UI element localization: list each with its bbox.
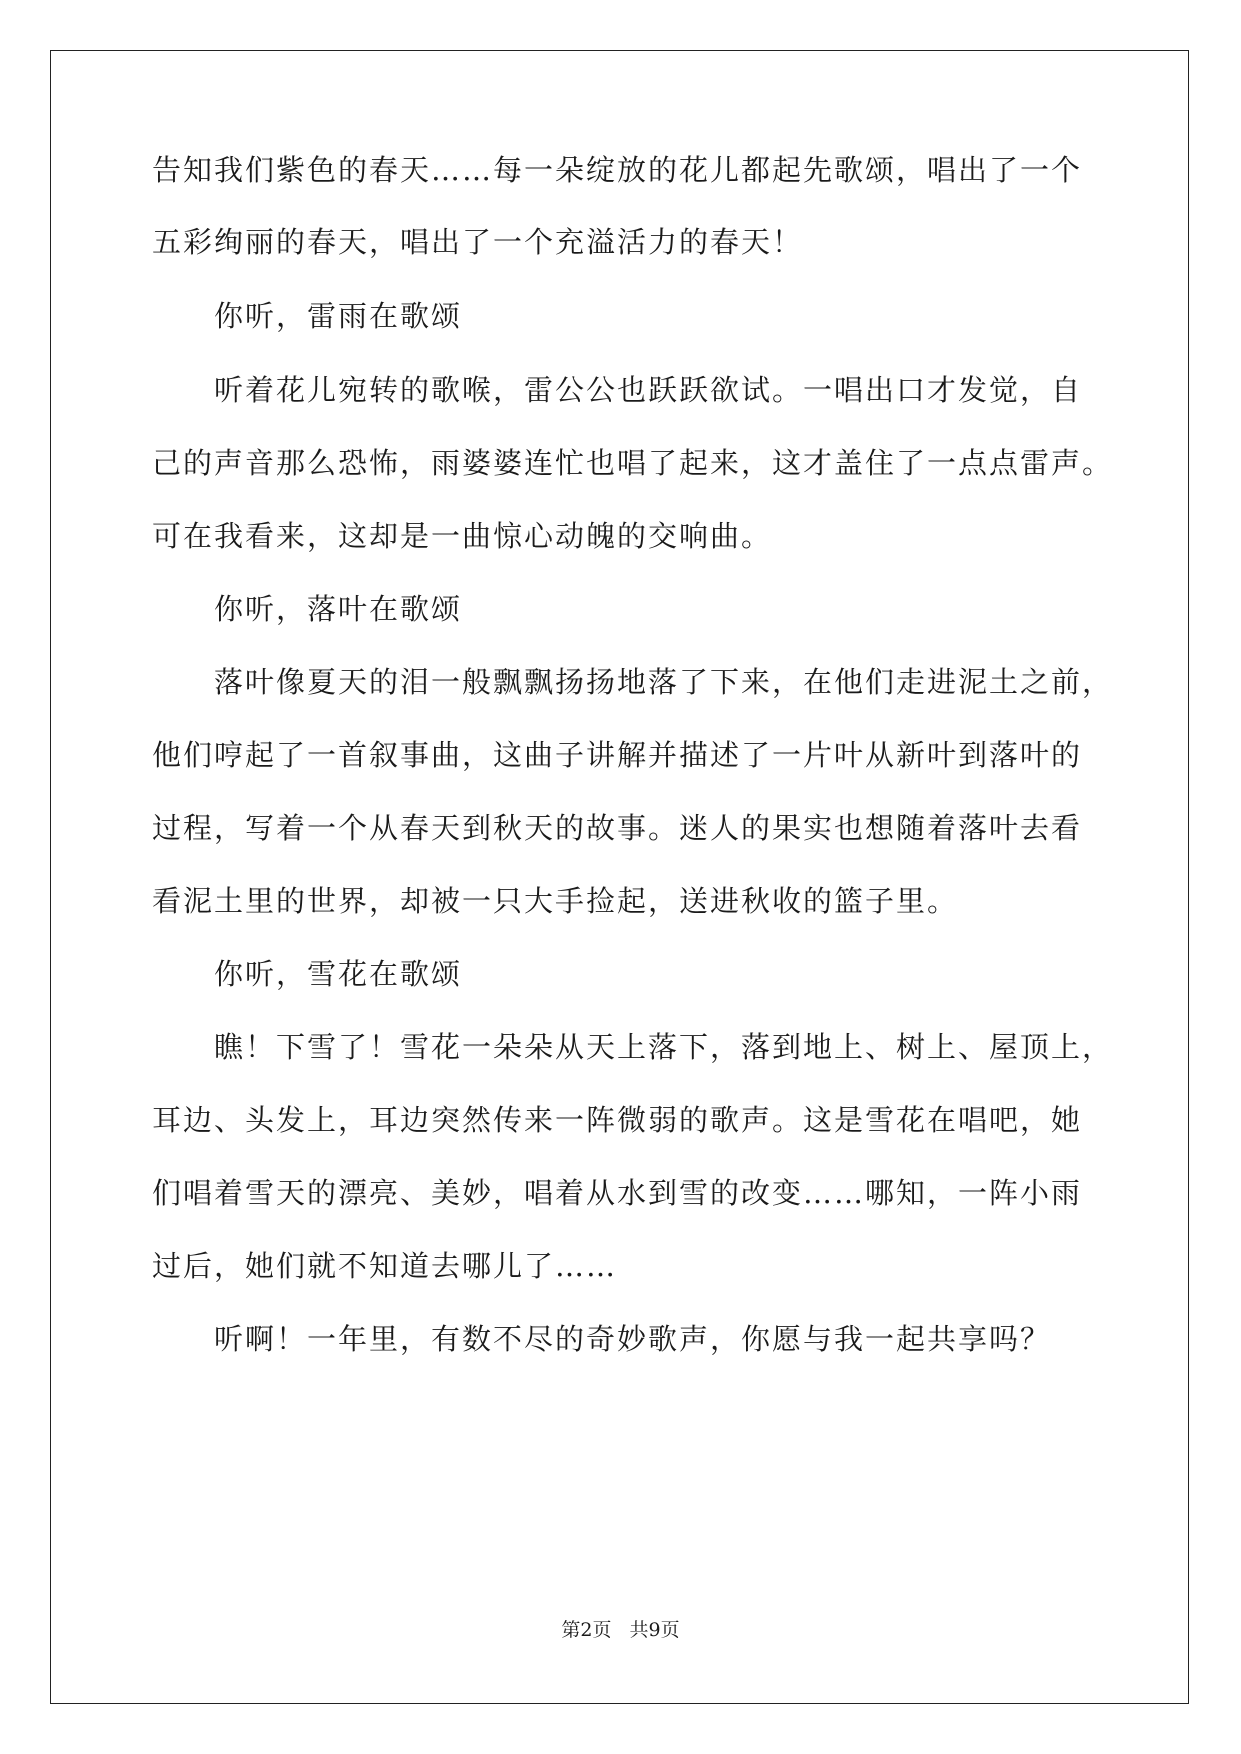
page-footer [0,1618,1241,1642]
section-heading: 你听，雷雨在歌颂 [214,299,463,333]
text-line: 告知我们紫色的春天……每一朵绽放的花儿都起先歌颂，唱出了一个 [152,153,1083,187]
paragraph-start: 落叶像夏天的泪一般飘飘扬扬地落了下来，在他们走进泥土之前， [214,665,1114,699]
section-heading: 你听，雪花在歌颂 [214,957,463,991]
text-line: 过程，写着一个从春天到秋天的故事。迷人的果实也想随着落叶去看 [152,811,1083,845]
text-line: 们唱着雪天的漂亮、美妙，唱着从水到雪的改变……哪知，一阵小雨 [152,1176,1083,1210]
paragraph-start: 瞧！下雪了！雪花一朵朵从天上落下，落到地上、树上、屋顶上， [214,1030,1114,1064]
page-number: 第2页 [561,1619,612,1641]
paragraph-start: 听啊！一年里，有数不尽的奇妙歌声，你愿与我一起共享吗？ [214,1322,1052,1356]
text-line: 他们哼起了一首叙事曲，这曲子讲解并描述了一片叶从新叶到落叶的 [152,738,1083,772]
text-line: 己的声音那么恐怖，雨婆婆连忙也唱了起来，这才盖住了一点点雷声。 [152,446,1114,480]
text-line: 过后，她们就不知道去哪儿了…… [152,1249,618,1283]
text-line: 五彩绚丽的春天，唱出了一个充溢活力的春天！ [152,225,804,259]
paragraph-start: 听着花儿宛转的歌喉，雷公公也跃跃欲试。一唱出口才发觉，自 [214,373,1083,407]
section-heading: 你听，落叶在歌颂 [214,592,463,626]
text-line: 耳边、头发上，耳边突然传来一阵微弱的歌声。这是雪花在唱吧，她 [152,1103,1083,1137]
text-line: 可在我看来，这却是一曲惊心动魄的交响曲。 [152,519,773,553]
text-line: 看泥土里的世界，却被一只大手捡起，送进秋收的篮子里。 [152,884,959,918]
page-total: 共9页 [629,1619,680,1641]
